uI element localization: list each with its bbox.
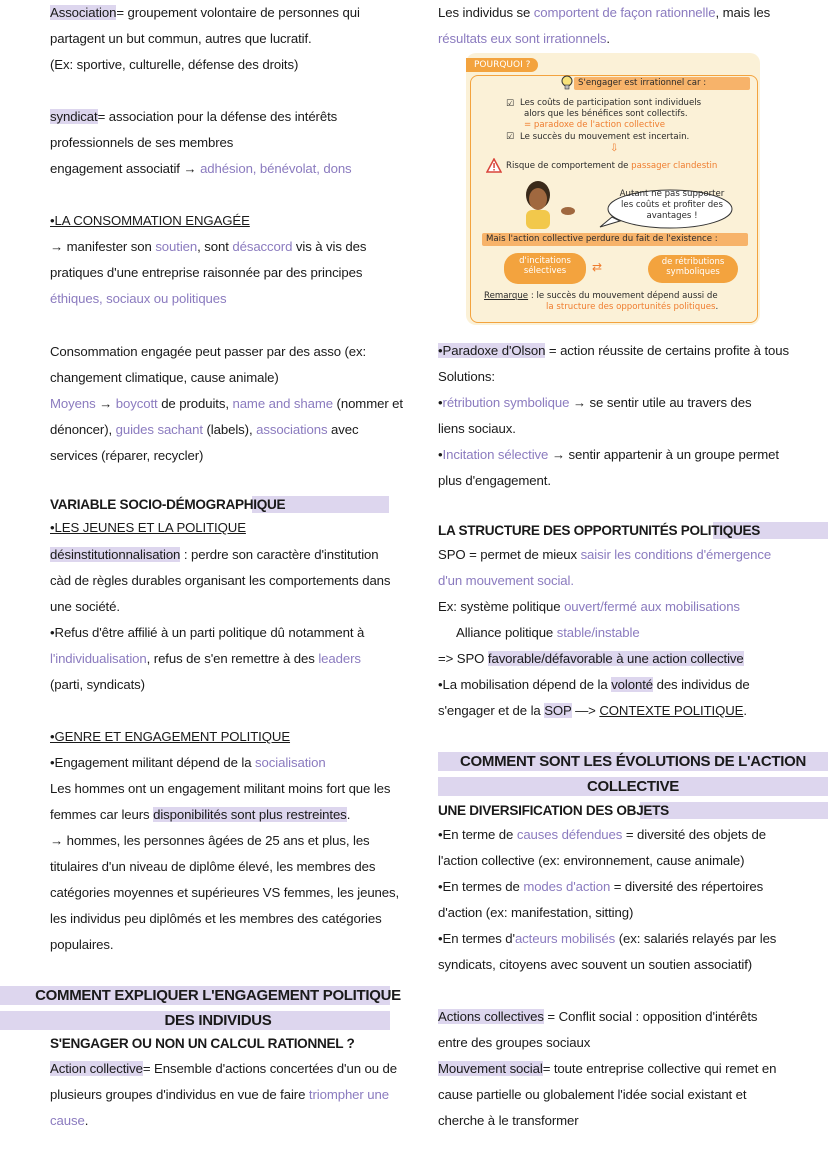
section-heading: UNE DIVERSIFICATION DES OBJETS: [438, 803, 669, 818]
down-arrow-icon: ⇩: [610, 143, 619, 154]
section-title: COLLECTIVE: [586, 778, 679, 795]
section-heading: •GENRE ET ENGAGEMENT POLITIQUE: [50, 729, 291, 744]
text-line: Ex: système politique ouvert/fermé aux mobilisations: [438, 599, 740, 614]
section-heading: LA STRUCTURE DES OPPORTUNITÉS POLITIQUES: [438, 523, 761, 538]
text-line: services (réparer, recycler): [50, 448, 204, 463]
text-line: SPO = permet de mieux saisir les conditions d'émergence: [438, 547, 772, 562]
text-line: (parti, syndicats): [50, 677, 145, 692]
figure-text: Mais l'action collective perdure du fait de l'existence :: [486, 234, 718, 244]
text-line: pratiques d'une entreprise raisonnée par des principes: [50, 265, 363, 280]
text-line: d'action (ex: manifestation, sitting): [438, 905, 634, 920]
text-line: éthiques, sociaux ou politiques: [50, 291, 227, 306]
text-line: → hommes, les personnes âgées de 25 ans et plus, les: [50, 833, 370, 848]
incitations-pill: d'incitations sélectives: [504, 253, 586, 284]
text-line: professionnels de ses membres: [50, 135, 234, 150]
bubble-text: Autant ne pas supporter les coûts et profiter des avantages !: [619, 189, 725, 221]
figure-text: = paradoxe de l'action collective: [524, 120, 666, 130]
text-line: entre des groupes sociaux: [438, 1035, 591, 1050]
character-illustration: [516, 177, 596, 229]
text-line: femmes car leurs disponibilités sont plus restreintes.: [50, 807, 351, 822]
text-line: •En termes de modes d'action = diversité des répertoires: [438, 879, 764, 894]
text-line: Consommation engagée peut passer par des asso (ex:: [50, 344, 367, 359]
text-line: syndicat= association pour la défense des intérêts: [50, 109, 338, 124]
text-line: partagent un but commun, autres que lucratif.: [50, 31, 312, 46]
text-line: Solutions:: [438, 369, 495, 384]
pourquoi-tab: POURQUOI ?: [466, 58, 538, 72]
text-line: désinstitutionnalisation : perdre son caractère d'institution: [50, 547, 379, 562]
text-line: cherche à le transformer: [438, 1113, 579, 1128]
section-title: COMMENT SONT LES ÉVOLUTIONS DE L'ACTION: [459, 753, 807, 770]
text-line: plus d'engagement.: [438, 473, 551, 488]
text-line: Les individus se comportent de façon rationnelle, mais les: [438, 5, 771, 20]
text-line: les individus peu diplômés et les membres des catégories: [50, 911, 382, 926]
figure-text: Les coûts de participation sont individuels: [520, 98, 702, 108]
section-title: COMMENT EXPLIQUER L'ENGAGEMENT POLITIQUE: [35, 987, 401, 1004]
text-line: d'un mouvement social.: [438, 573, 574, 588]
text-line: Actions collectives = Conflit social : opposition d'intérêts: [438, 1009, 758, 1024]
text-line: Action collective= Ensemble d'actions concertées d'un ou de: [50, 1061, 397, 1076]
text-line: •Incitation sélective → sentir appartenir à un groupe permet: [438, 447, 779, 462]
section-heading: •LA CONSOMMATION ENGAGÉE: [50, 213, 250, 228]
figure-text: Le succès du mouvement est incertain.: [520, 132, 690, 142]
retributions-pill: de rétributions symboliques: [648, 255, 738, 283]
checkbox-icon: ☑: [506, 99, 515, 109]
text-line: l'individualisation, refus de s'en remettre à des leaders: [50, 651, 361, 666]
text-line: (Ex: sportive, culturelle, défense des droits): [50, 57, 299, 72]
figure-text: alors que les bénéfices sont collectifs.: [524, 109, 688, 119]
text-line: populaires.: [50, 937, 114, 952]
text-line: •rétribution symbolique → se sentir utile au travers des: [438, 395, 752, 410]
section-heading: S'ENGAGER OU NON UN CALCUL RATIONNEL ?: [50, 1036, 355, 1051]
checkbox-icon: ☑: [506, 132, 515, 142]
text-line: syndicats, citoyens avec souvent un soutien associatif): [438, 957, 753, 972]
section-heading: •LES JEUNES ET LA POLITIQUE: [50, 520, 246, 535]
figure-text: Risque de comportement de passager clandestin: [506, 161, 718, 171]
text-line: → manifester son soutien, sont désaccord vis à vis des: [50, 239, 367, 254]
text-line: •La mobilisation dépend de la volonté des individus de: [438, 677, 750, 692]
text-line: une société.: [50, 599, 120, 614]
text-line: •En terme de causes défendues = diversité des objets de: [438, 827, 766, 842]
text-line: plusieurs groupes d'individus en vue de faire triompher une: [50, 1087, 389, 1102]
text-line: •En termes d'acteurs mobilisés (ex: salariés relayés par les: [438, 931, 777, 946]
figure-text: Remarque : le succès du mouvement dépend aussi de: [484, 291, 718, 301]
text-line: Alliance politique stable/instable: [456, 625, 640, 640]
double-arrow-icon: ⇄: [592, 260, 603, 274]
text-line: càd de règles durables organisant les comportements dans: [50, 573, 391, 588]
text-line: cause.: [50, 1113, 89, 1128]
text-line: changement climatique, cause animale): [50, 370, 279, 385]
figure-text: S'engager est irrationnel car :: [578, 78, 707, 88]
text-line: titulaires d'un niveau de diplôme élevé, les membres des: [50, 859, 376, 874]
text-line: liens sociaux.: [438, 421, 516, 436]
text-line: => SPO favorable/défavorable à une action collective: [438, 651, 744, 666]
text-line: Mouvement social= toute entreprise collective qui remet en: [438, 1061, 777, 1076]
text-line: dénoncer), guides sachant (labels), associations avec: [50, 422, 359, 437]
text-line: Les hommes ont un engagement militant moins fort que les: [50, 781, 391, 796]
section-title: DES INDIVIDUS: [164, 1012, 272, 1029]
text-line: catégories moyennes et supérieures VS femmes, les jeunes,: [50, 885, 400, 900]
figure-text: la structure des opportunités politiques.: [546, 302, 719, 312]
text-line: cause partielle ou globalement l'idée social existant et: [438, 1087, 747, 1102]
text-line: Association= groupement volontaire de personnes qui: [50, 5, 360, 20]
text-line: Moyens → boycott de produits, name and shame (nommer et: [50, 396, 403, 411]
text-line: l'action collective (ex: environnement, cause animale): [438, 853, 745, 868]
text-line: •Refus d'être affilié à un parti politique dû notamment à: [50, 625, 365, 640]
text-line: engagement associatif → adhésion, bénévolat, dons: [50, 161, 352, 176]
section-heading: VARIABLE SOCIO-DÉMOGRAPHIQUE: [50, 497, 286, 512]
text-line: résultats eux sont irrationnels.: [438, 31, 610, 46]
warning-icon: [486, 158, 502, 173]
pourquoi-infographic: [466, 53, 760, 325]
text-line: •Engagement militant dépend de la socialisation: [50, 755, 326, 770]
text-line: •Paradoxe d'Olson = action réussite de certains profite à tous: [438, 343, 789, 358]
text-line: s'engager et de la SOP —> CONTEXTE POLITIQUE.: [438, 703, 747, 718]
